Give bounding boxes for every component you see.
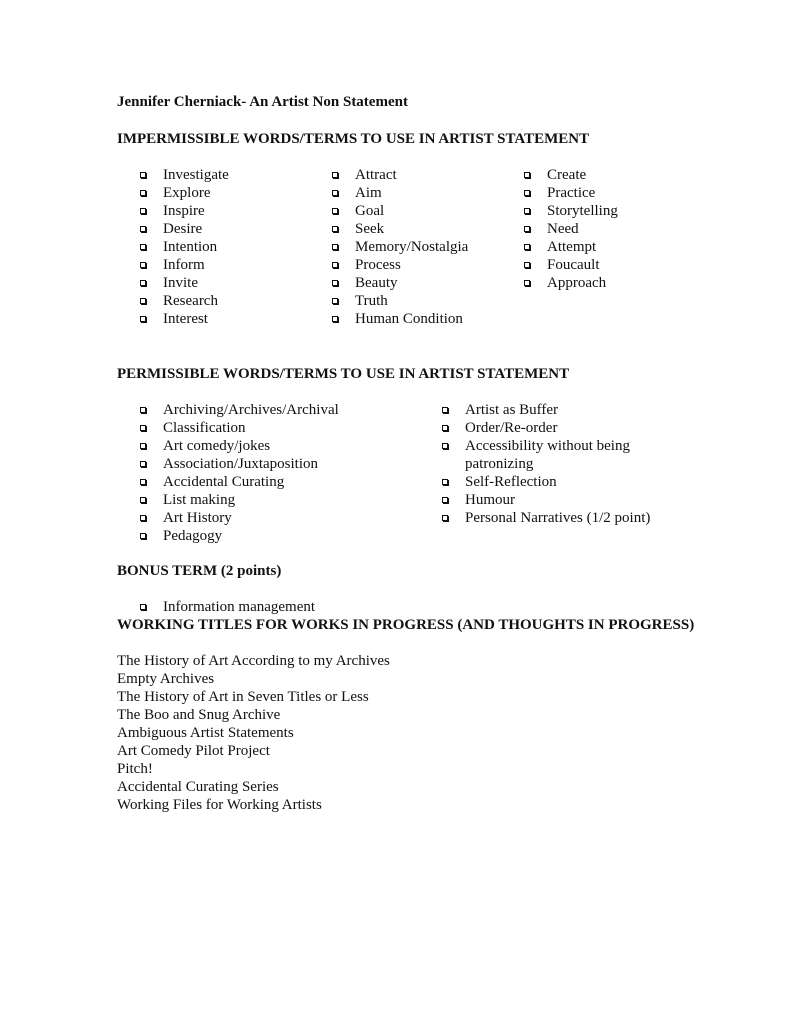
list-item-label: Self-Reflection — [465, 474, 557, 490]
impermissible-columns — [117, 166, 737, 328]
permissible-list-1 — [117, 401, 419, 545]
checkbox-bullet-icon — [140, 425, 146, 431]
checkbox-bullet-icon — [140, 208, 146, 214]
list-item — [501, 274, 701, 292]
impermissible-list-1 — [117, 166, 309, 328]
list-item — [309, 256, 501, 274]
working-title-item: The History of Art in Seven Titles or Less — [117, 689, 369, 705]
checkbox-bullet-icon — [332, 226, 338, 232]
checkbox-bullet-icon — [140, 497, 146, 503]
list-item — [309, 292, 501, 310]
list-item-label: Practice — [547, 185, 596, 201]
checkbox-bullet-icon — [524, 190, 530, 196]
list-item — [419, 419, 659, 437]
checkbox-bullet-icon — [442, 497, 448, 503]
list-item — [419, 401, 659, 419]
list-item — [117, 509, 419, 527]
list-item — [117, 527, 419, 545]
list-item-label: Investigate — [163, 167, 229, 183]
list-item-label: Invite — [163, 275, 198, 291]
list-item-label: Association/Juxtaposition — [163, 456, 318, 472]
list-item — [117, 220, 309, 238]
list-item — [501, 256, 701, 274]
list-item — [117, 184, 309, 202]
document-page — [117, 93, 737, 814]
working-title-item: Accidental Curating Series — [117, 779, 279, 795]
working-title-item: Art Comedy Pilot Project — [117, 743, 270, 759]
list-item-label: Interest — [163, 311, 208, 327]
list-item — [117, 437, 419, 455]
list-item-label: Attempt — [547, 239, 597, 255]
impermissible-list-3 — [501, 166, 701, 328]
bonus-heading: BONUS TERM (2 points) — [117, 563, 282, 579]
list-item-label: Art History — [163, 510, 232, 526]
list-item-label: Desire — [163, 221, 203, 237]
working-title-item: The Boo and Snug Archive — [117, 707, 281, 723]
checkbox-bullet-icon — [442, 425, 448, 431]
list-item — [117, 292, 309, 310]
checkbox-bullet-icon — [524, 262, 530, 268]
list-item — [419, 491, 659, 509]
working-title-item: Ambiguous Artist Statements — [117, 725, 294, 741]
list-item — [117, 473, 419, 491]
list-item-label: Process — [355, 257, 401, 273]
list-item-label: Information management — [163, 599, 316, 615]
list-item-label: Intention — [163, 239, 218, 255]
list-item-label: Humour — [465, 492, 515, 508]
checkbox-bullet-icon — [140, 407, 146, 413]
list-item — [117, 310, 309, 328]
list-item-label: Truth — [355, 293, 388, 309]
checkbox-bullet-icon — [442, 407, 448, 413]
checkbox-bullet-icon — [140, 226, 146, 232]
list-item — [117, 202, 309, 220]
checkbox-bullet-icon — [140, 172, 146, 178]
checkbox-bullet-icon — [524, 208, 530, 214]
checkbox-bullet-icon — [442, 443, 448, 449]
checkbox-bullet-icon — [524, 244, 530, 250]
list-item — [117, 166, 309, 184]
impermissible-list-2 — [309, 166, 501, 328]
checkbox-bullet-icon — [140, 280, 146, 286]
checkbox-bullet-icon — [140, 443, 146, 449]
checkbox-bullet-icon — [442, 479, 448, 485]
list-item — [117, 491, 419, 509]
list-item-label: Foucault — [547, 257, 600, 273]
list-item-label: Explore — [163, 185, 211, 201]
checkbox-bullet-icon — [140, 515, 146, 521]
checkbox-bullet-icon — [332, 262, 338, 268]
list-item — [501, 166, 701, 184]
checkbox-bullet-icon — [140, 533, 146, 539]
list-item — [309, 310, 501, 328]
list-item-label: Artist as Buffer — [465, 402, 559, 418]
list-item-label: Approach — [547, 275, 607, 291]
checkbox-bullet-icon — [140, 461, 146, 467]
list-item-label: Order/Re-order — [465, 420, 558, 436]
checkbox-bullet-icon — [524, 280, 530, 286]
list-item — [117, 238, 309, 256]
list-item-label: Inspire — [163, 203, 205, 219]
checkbox-bullet-icon — [140, 244, 146, 250]
list-item — [309, 274, 501, 292]
list-item — [309, 238, 501, 256]
checkbox-bullet-icon — [442, 515, 448, 521]
list-item-label: Storytelling — [547, 203, 618, 219]
working-titles-list — [117, 652, 737, 814]
list-item-label: Research — [163, 293, 218, 309]
checkbox-bullet-icon — [140, 316, 146, 322]
list-item-label: Archiving/Archives/Archival — [163, 402, 339, 418]
working-title-item: Pitch! — [117, 761, 153, 777]
list-item-label: Human Condition — [355, 311, 463, 327]
checkbox-bullet-icon — [140, 604, 146, 610]
checkbox-bullet-icon — [524, 172, 530, 178]
list-item-label: Seek — [355, 221, 385, 237]
list-item-label: Memory/Nostalgia — [355, 239, 469, 255]
list-item — [309, 166, 501, 184]
list-item-label: Art comedy/jokes — [163, 438, 271, 454]
list-item — [501, 238, 701, 256]
list-item-label: Attract — [355, 167, 397, 183]
list-item-label: Accidental Curating — [163, 474, 285, 490]
checkbox-bullet-icon — [332, 208, 338, 214]
list-item-label: Inform — [163, 257, 205, 273]
permissible-columns — [117, 401, 737, 545]
checkbox-bullet-icon — [332, 316, 338, 322]
list-item — [501, 220, 701, 238]
list-item — [501, 184, 701, 202]
permissible-heading: PERMISSIBLE WORDS/TERMS TO USE IN ARTIST STATEMENT — [117, 366, 570, 382]
list-item — [419, 473, 659, 491]
checkbox-bullet-icon — [332, 172, 338, 178]
impermissible-heading: IMPERMISSIBLE WORDS/TERMS TO USE IN ARTIST STATEMENT — [117, 131, 590, 147]
list-item — [309, 202, 501, 220]
working-title-item: The History of Art According to my Archives — [117, 653, 390, 669]
list-item-label: Personal Narratives (1/2 point) — [465, 510, 651, 526]
list-item-label: Accessibility without being patronizing — [465, 438, 630, 472]
checkbox-bullet-icon — [332, 280, 338, 286]
list-item-label: Classification — [163, 420, 246, 436]
checkbox-bullet-icon — [524, 226, 530, 232]
list-item-label: Pedagogy — [163, 528, 223, 544]
list-item — [117, 274, 309, 292]
list-item-label: List making — [163, 492, 236, 508]
working-title-item: Working Files for Working Artists — [117, 797, 322, 813]
list-item — [117, 455, 419, 473]
list-item-label: Goal — [355, 203, 385, 219]
list-item — [419, 509, 659, 527]
checkbox-bullet-icon — [332, 298, 338, 304]
list-item — [117, 401, 419, 419]
list-item-label: Create — [547, 167, 587, 183]
list-item — [117, 419, 419, 437]
list-item — [419, 437, 659, 473]
checkbox-bullet-icon — [140, 298, 146, 304]
list-item — [309, 220, 501, 238]
list-item-label: Need — [547, 221, 579, 237]
list-item-label: Beauty — [355, 275, 398, 291]
checkbox-bullet-icon — [332, 244, 338, 250]
checkbox-bullet-icon — [140, 190, 146, 196]
list-item — [117, 598, 737, 616]
checkbox-bullet-icon — [332, 190, 338, 196]
list-item — [501, 202, 701, 220]
bonus-list — [117, 598, 737, 616]
list-item — [117, 256, 309, 274]
permissible-list-2 — [419, 401, 659, 545]
list-item — [309, 184, 501, 202]
working-title-item: Empty Archives — [117, 671, 215, 687]
working-titles-heading: WORKING TITLES FOR WORKS IN PROGRESS (AND THOUGHTS IN PROGRESS) — [117, 617, 695, 633]
document-title: Jennifer Cherniack- An Artist Non Statement — [117, 94, 408, 110]
checkbox-bullet-icon — [140, 262, 146, 268]
checkbox-bullet-icon — [140, 479, 146, 485]
list-item-label: Aim — [355, 185, 382, 201]
